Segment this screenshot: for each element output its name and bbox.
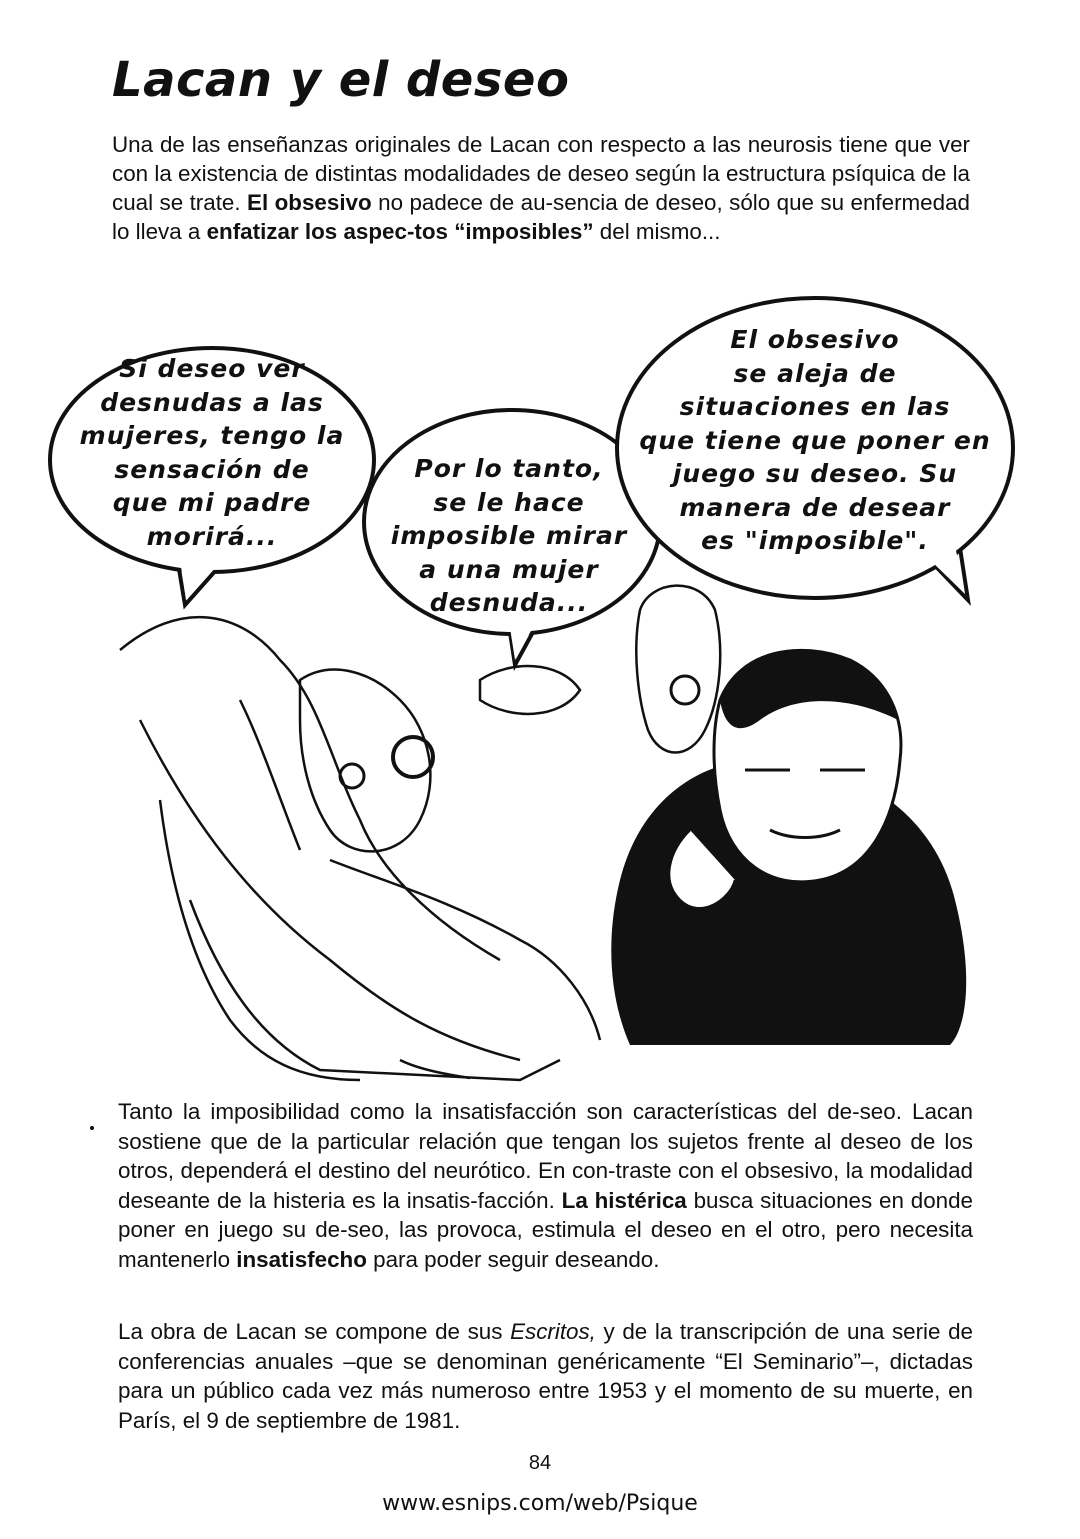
italic-escritos: Escritos, — [510, 1319, 596, 1344]
stray-mark — [90, 1126, 94, 1130]
bold-insatisfecho: insatisfecho — [236, 1246, 367, 1272]
speech-bubble-patient-text: Si deseo ver desnudas a las mujeres, tengo la sensación de que mi padre morirá... — [79, 354, 345, 551]
bold-obsesivo: El obsesivo — [247, 190, 372, 215]
footer-url: www.esnips.com/web/Psique — [382, 1491, 698, 1516]
speech-bubble-analyst-text: El obsesivo se aleja de situaciones en las que tiene que poner en juego su deseo. Su manera de desear es "imposible". — [639, 325, 991, 555]
bold-histerica: La histérica — [561, 1187, 687, 1213]
body-paragraph: Tanto la imposibilidad como la insatisfacción son características del de-seo. Lacan sostiene que de la particular relación que tengan los sujetos frente al deseo de los otros, dependerá el destino del neurótico. En con-traste con el obsesivo, la modalidad deseante de la histeria es la insatis-facción. La histérica busca situaciones en donde poner en juego su de-seo, las provoca, estimula el deseo en el otro, pero necesita mantenerlo insatisfecho para poder seguir deseando. — [118, 1099, 974, 1272]
closing-paragraph: La obra de Lacan se compone de sus Escritos, y de la transcripción de una serie de conferencias anuales –que se denominan genéricamente “El Seminario”–, dictadas para un público cada vez más numeroso entre 1953 y el momento de su muerte, en París, el 9 de septiembre de 1981. — [118, 1319, 973, 1433]
page-number: 84 — [528, 1452, 552, 1474]
intro-paragraph: Una de las enseñanzas originales de Lacan con respecto a las neurosis tiene que ver con la existencia de distintas modalidades de deseo según la estructura psíquica de la cual se trate. El obsesivo no padece de au-sencia de deseo, sólo que su enfermedad lo lleva a enfatizar los aspec-tos “imposibles” del mismo... — [112, 132, 970, 244]
bold-enfatizar: enfatizar los aspec-tos “imposibles” — [206, 219, 594, 244]
speech-bubble-middle-text: Por lo tanto, se le hace imposible mirar a una mujer desnuda... — [390, 454, 628, 617]
page-title: Lacan y el deseo — [112, 52, 570, 108]
patient-on-couch-drawing — [120, 617, 600, 1080]
bubble-tail-patient-fill — [180, 560, 218, 600]
analysts-drawing — [611, 586, 966, 1045]
